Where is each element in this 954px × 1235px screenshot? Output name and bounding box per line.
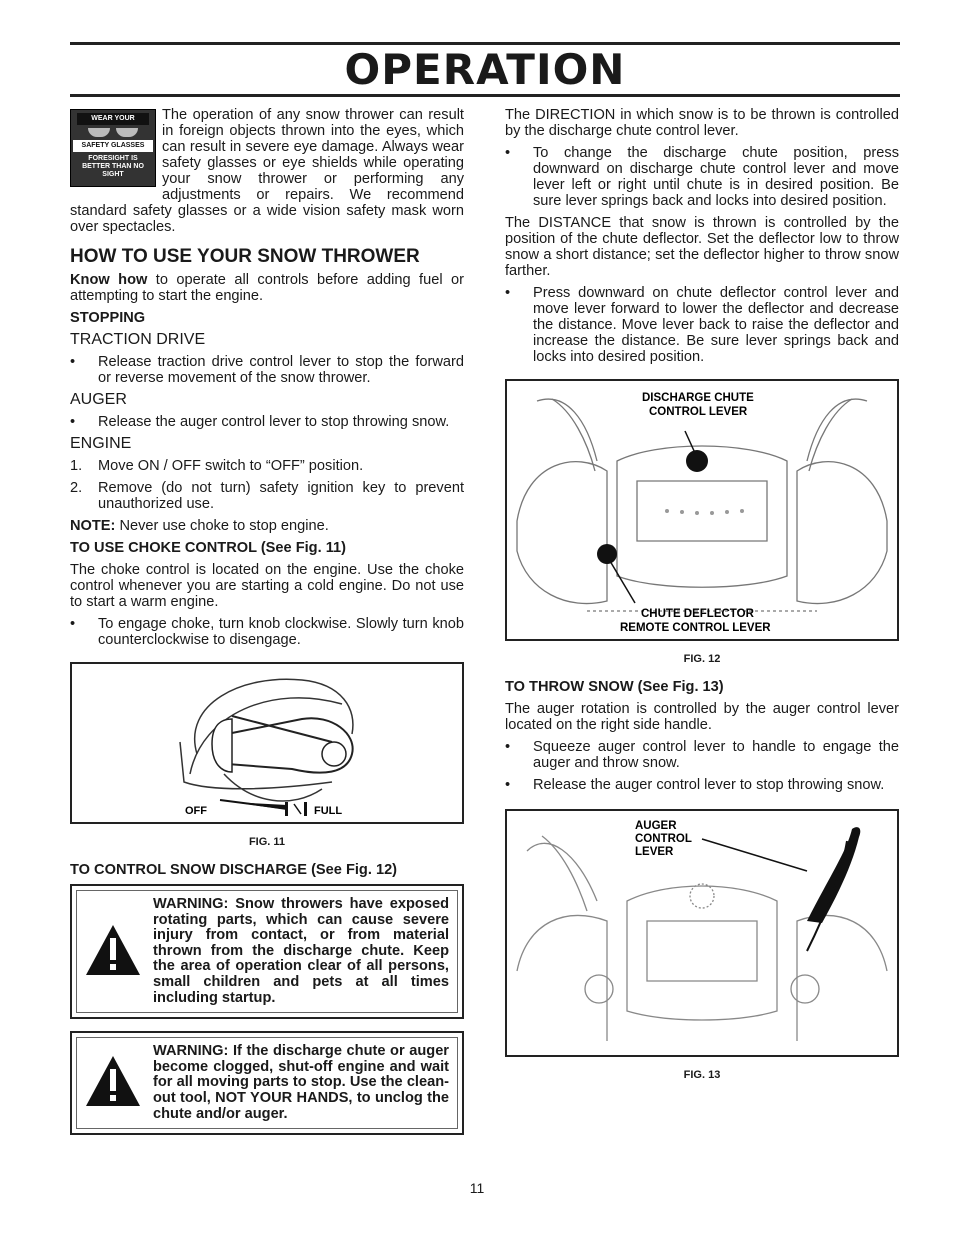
step-text: Move ON / OFF switch to “OFF” position. bbox=[98, 458, 364, 474]
step-number: 1. bbox=[70, 458, 83, 474]
know-how-para bbox=[70, 272, 464, 304]
list-item bbox=[70, 480, 464, 512]
list-item: • Release the auger control lever to stop throwing snow. bbox=[505, 777, 899, 793]
badge-band-text: SAFETY GLASSES bbox=[73, 140, 153, 152]
list-item: • Press downward on chute deflector control lever and move lever forward to lower the deflector and decrease the distance. Move lever back to raise the deflector and increase the distance. Be sure lever springs back and locks into desired position. bbox=[505, 285, 899, 365]
choke-knob-illustration bbox=[72, 664, 462, 822]
list-item: • Release the auger control lever to stop throwing snow. bbox=[70, 414, 464, 430]
figure-13-auger-lever bbox=[505, 809, 899, 1057]
list-item: • To change the discharge chute position, press downward on discharge chute control lever and move lever left or right until chute is in desired position. Be sure lever springs back and locks into desired position. bbox=[505, 145, 899, 209]
direction-bullet-text: To change the discharge chute position, press downward on discharge chute control lever and move lever left or right until chute is in desired position. Be sure lever springs back and locks into desired position. bbox=[533, 145, 899, 209]
safety-intro bbox=[70, 107, 464, 235]
page-number: 11 bbox=[469, 1180, 485, 1196]
fig12-label-top-2: CONTROL LEVER bbox=[649, 406, 748, 418]
left-column bbox=[70, 107, 464, 1147]
fig12-label-bottom-1: CHUTE DEFLECTOR bbox=[641, 608, 754, 620]
fig11-off-label: OFF bbox=[185, 805, 207, 817]
throw-bullet-text: Release the auger control lever to stop throwing snow. bbox=[533, 777, 885, 793]
badge-bottom-text: FORESIGHT IS BETTER THAN NO SIGHT bbox=[82, 155, 144, 178]
fig12-label-top-1: DISCHARGE CHUTE bbox=[642, 392, 754, 404]
traction-text: Release traction drive control lever to stop the forward or reverse movement of the snow thrower. bbox=[98, 354, 464, 386]
auger-heading: AUGER bbox=[70, 391, 127, 408]
note-text: Never use choke to stop engine. bbox=[115, 518, 329, 534]
how-to-heading: HOW TO USE YOUR SNOW THROWER bbox=[70, 246, 420, 267]
list-item: • Release traction drive control lever to stop the forward or reverse movement of the snow thrower. bbox=[70, 354, 464, 386]
note-para bbox=[70, 518, 464, 534]
safety-glasses-badge-icon bbox=[70, 109, 156, 187]
fig11-full-label: FULL bbox=[314, 805, 343, 817]
distance-para: The DISTANCE that snow is thrown is controlled by the position of the chute deflector. Set the deflector low to throw snow a short distance; set the deflector higher to throw snow farther. bbox=[505, 215, 899, 279]
chute-controls-illustration bbox=[507, 381, 897, 639]
warning-text-2: WARNING: If the discharge chute or auger become clogged, shut-off engine and wait for all moving parts to stop. Use the clean-out tool, NOT YOUR HANDS, to unclog the chute and/or auger. bbox=[153, 1043, 449, 1122]
traction-heading: TRACTION DRIVE bbox=[70, 331, 206, 348]
discharge-heading: TO CONTROL SNOW DISCHARGE (See Fig. 12) bbox=[70, 862, 398, 878]
choke-para: The choke control is located on the engine. Use the choke control whenever you are starting a cold engine. Do not use to start a warm engine. bbox=[70, 562, 464, 610]
stopping-heading: STOPPING bbox=[70, 310, 146, 326]
distance-bullet-text: Press downward on chute deflector control lever and move lever forward to lower the deflector and decrease the distance. Move lever back to raise the deflector and increase the distance. Be sure lever springs back and locks into desired position. bbox=[533, 285, 899, 365]
warning-triangle-icon bbox=[83, 1053, 153, 1113]
right-column bbox=[505, 107, 899, 1095]
throw-bullet-text: Squeeze auger control lever to handle to engage the auger and throw snow. bbox=[533, 739, 899, 771]
warning-box-1 bbox=[70, 884, 464, 1019]
intro-text: The operation of any snow thrower can result in foreign objects thrown into the eyes, which can result in severe eye damage. Always wear safety glasses or eye shields while operating your snow thrower or performing any adjustments or repairs. We recommend standard safety glasses or a wide vision safety mask worn over spectacles. bbox=[70, 107, 464, 235]
know-how-text: to operate all controls before adding fuel or attempting to start the engine. bbox=[70, 272, 464, 304]
auger-text: Release the auger control lever to stop throwing snow. bbox=[98, 414, 450, 430]
badge-top-text: WEAR YOUR bbox=[77, 113, 149, 125]
choke-heading: TO USE CHOKE CONTROL (See Fig. 11) bbox=[70, 540, 346, 556]
auger-lever-illustration bbox=[507, 811, 897, 1055]
page-title: OPERATION bbox=[344, 45, 626, 94]
list-item: • Squeeze auger control lever to handle to engage the auger and throw snow. bbox=[505, 739, 899, 771]
heading-rule bbox=[70, 94, 900, 97]
throw-heading: TO THROW SNOW (See Fig. 13) bbox=[505, 679, 724, 695]
warning-box-2 bbox=[70, 1031, 464, 1135]
list-item bbox=[70, 458, 464, 474]
choke-bullet-text: To engage choke, turn knob clockwise. Slowly turn knob counterclockwise to disengage. bbox=[98, 616, 464, 648]
throw-para: The auger rotation is controlled by the auger control lever located on the right side handle. bbox=[505, 701, 899, 733]
glasses-icon bbox=[71, 128, 155, 137]
fig13-caption: FIG. 13 bbox=[683, 1069, 721, 1081]
note-label: NOTE: bbox=[70, 518, 116, 534]
warning-text-1: WARNING: Snow throwers have exposed rotating parts, which can cause severe injury from contact, or from material thrown from the discharge chute. Keep the area of operation clear of all persons, small children and pets at all times including startup. bbox=[153, 896, 449, 1006]
list-item: • To engage choke, turn knob clockwise. Slowly turn knob counterclockwise to disengage. bbox=[70, 616, 464, 648]
figure-12-chute-controls bbox=[505, 379, 899, 641]
figure-11-choke-knob bbox=[70, 662, 464, 824]
fig13-label-2: CONTROL bbox=[635, 833, 692, 845]
warning-triangle-icon bbox=[83, 922, 153, 982]
direction-para: The DIRECTION in which snow is to be thrown is controlled by the discharge chute control lever. bbox=[505, 107, 899, 139]
know-how-bold: Know how bbox=[70, 272, 148, 288]
fig13-label-3: LEVER bbox=[635, 846, 674, 858]
fig11-caption: FIG. 11 bbox=[248, 836, 286, 848]
fig12-label-bottom-2: REMOTE CONTROL LEVER bbox=[620, 622, 771, 634]
fig13-label-1: AUGER bbox=[635, 820, 677, 832]
engine-heading: ENGINE bbox=[70, 435, 132, 452]
step-text: Remove (do not turn) safety ignition key to prevent unauthorized use. bbox=[98, 480, 464, 512]
fig12-caption: FIG. 12 bbox=[683, 653, 721, 665]
step-number: 2. bbox=[70, 480, 83, 496]
